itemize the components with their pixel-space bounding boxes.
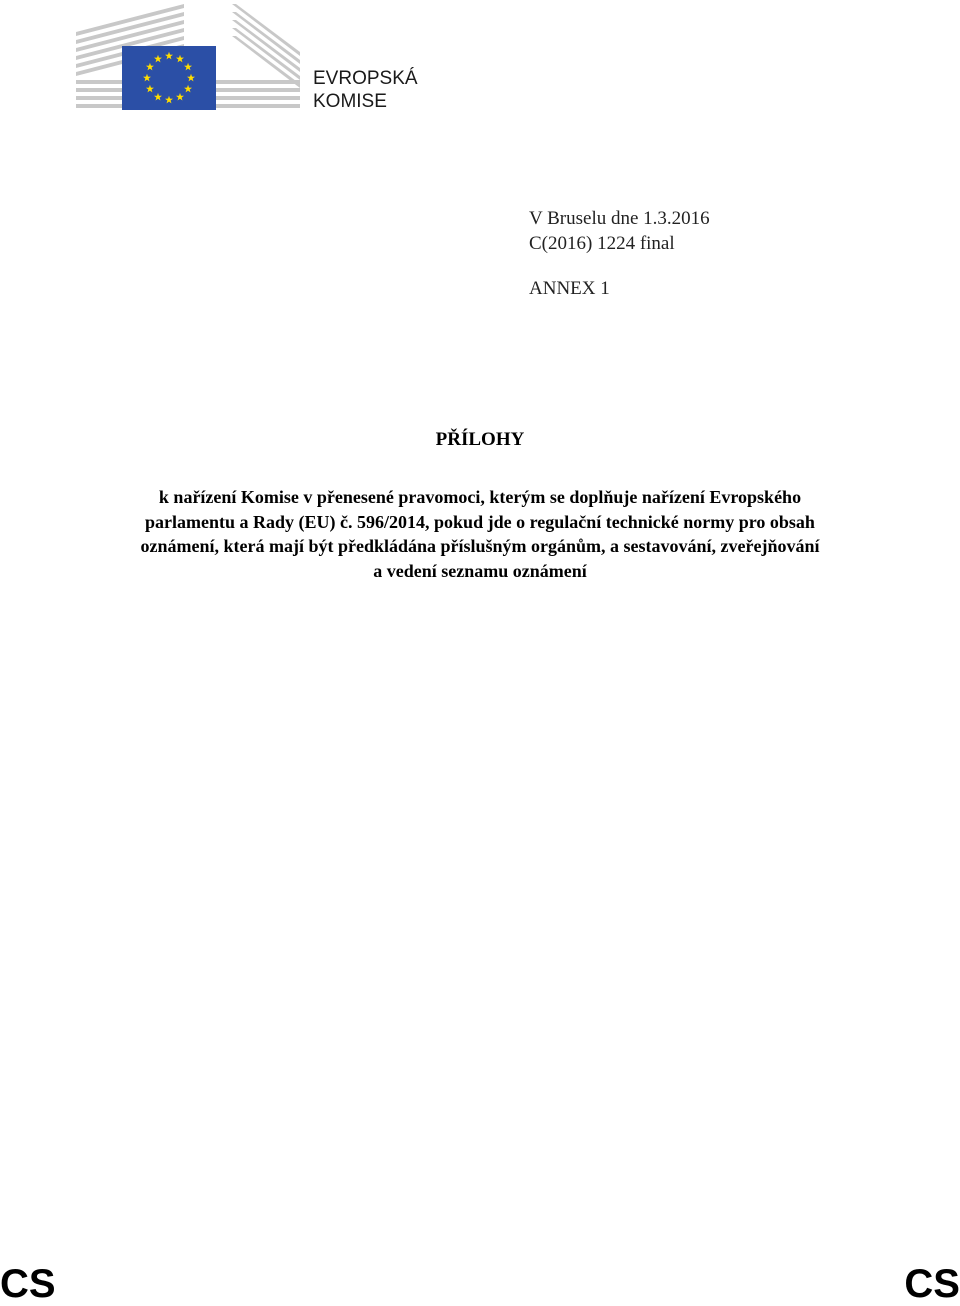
language-code-left: CS [0, 1262, 56, 1306]
language-code-right: CS [904, 1262, 960, 1306]
ec-logo-icon [76, 2, 300, 112]
document-meta [529, 206, 710, 256]
organization-name-line1: EVROPSKÁ [313, 68, 418, 89]
subtitle-line: k nařízení Komise v přenesené pravomoci, kterým se doplňuje nařízení Evropského [158, 487, 802, 507]
subtitle-line: a vedení seznamu oznámení [373, 560, 587, 581]
document-reference: C(2016) 1224 final [529, 233, 675, 254]
subtitle-line: parlamentu a Rady (EU) č. 596/2014, pokud jde o regulační technické normy pro obsah [145, 511, 815, 532]
document-title: PŘÍLOHY [435, 429, 525, 450]
organization-name-line2: KOMISE [313, 91, 387, 112]
subtitle-line: oznámení, která mají být předkládána příslušným orgánům, a sestavování, zveřejňování [140, 536, 820, 556]
annex-label: ANNEX 1 [529, 278, 610, 299]
place-date: V Bruselu dne 1.3.2016 [529, 208, 710, 229]
document-subtitle [60, 485, 900, 583]
organization-name [313, 67, 418, 113]
